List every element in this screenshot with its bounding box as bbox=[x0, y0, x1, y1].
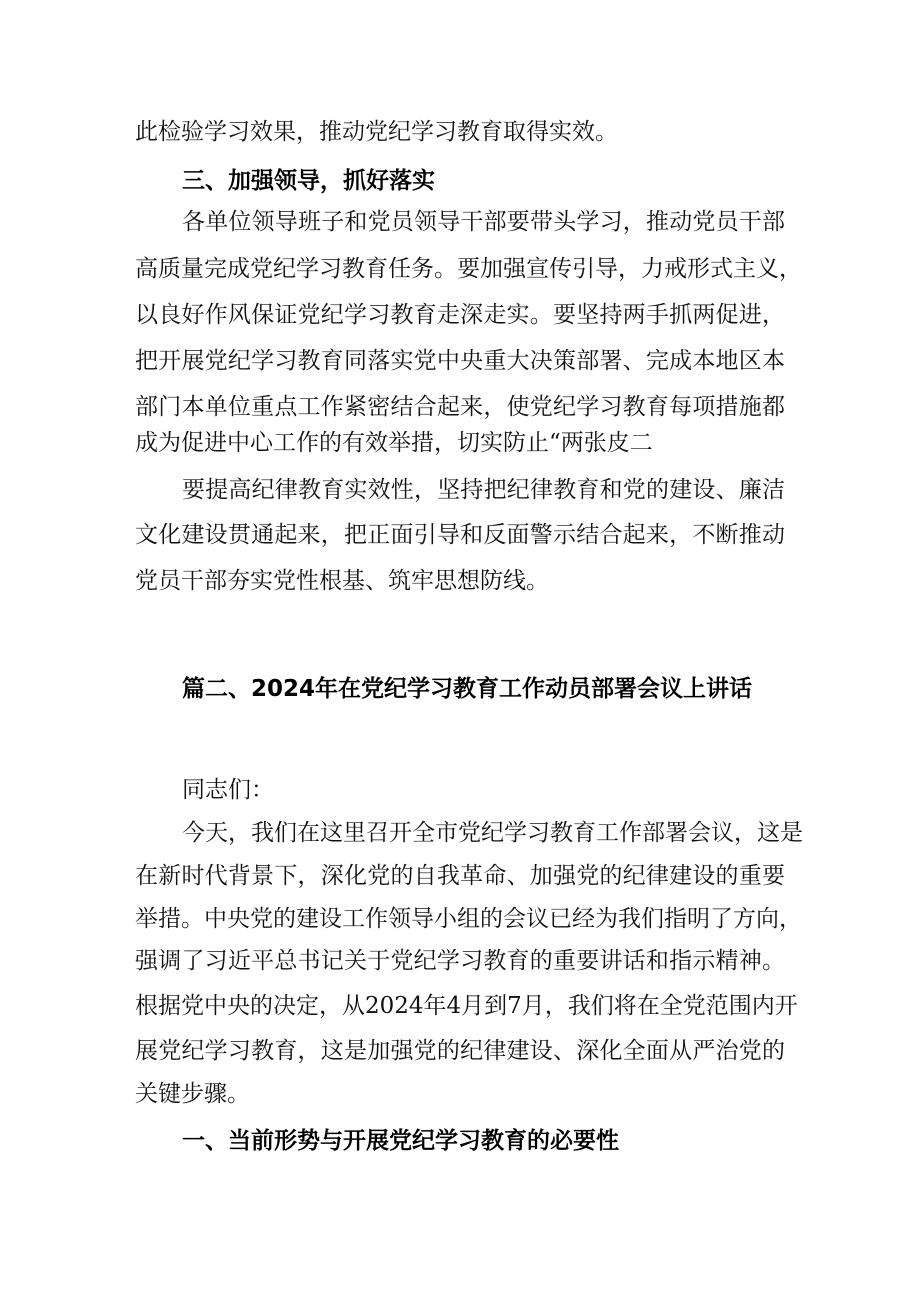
paragraph-line: 高质量完成党纪学习教育任务。要加强宣传引导，力戒形式主义， bbox=[135, 256, 802, 282]
paragraph-line: 根据党中央的决定，从2024年4月到7月，我们将在全党范围内开 bbox=[135, 993, 798, 1019]
paragraph-line: 党员干部夯实党性根基、筑牢思想防线。 bbox=[135, 568, 549, 594]
paragraph-line: 各单位领导班子和党员领导干部要带头学习，推动党员干部 bbox=[182, 209, 785, 235]
section-heading-3: 三、加强领导，抓好落实 bbox=[182, 168, 435, 194]
paragraph-line: 部门本单位重点工作紧密结合起来，使党纪学习教育每项措施都 bbox=[135, 394, 785, 420]
paragraph-line: 关键步骤。 bbox=[135, 1081, 250, 1107]
paragraph-line: 今天，我们在这里召开全市党纪学习教育工作部署会议，这是 bbox=[182, 820, 803, 846]
salutation: 同志们： bbox=[182, 777, 274, 803]
paragraph-line: 以良好作风保证党纪学习教育走深走实。要坚持两手抓两促进， bbox=[135, 302, 785, 328]
paragraph-line: 举措。中央党的建设工作领导小组的会议已经为我们指明了方向， bbox=[135, 906, 802, 932]
paragraph-line: 要提高纪律教育实效性，坚持把纪律教育和党的建设、廉洁 bbox=[182, 477, 785, 503]
paragraph-line: 成为促进中心工作的有效举措，切实防止“两张皮二 bbox=[135, 430, 653, 456]
paragraph-line: 文化建设贯通起来，把正面引导和反面警示结合起来，不断推动 bbox=[135, 522, 785, 548]
article-title: 篇二、2024年在党纪学习教育工作动员部署会议上讲话 bbox=[182, 676, 753, 702]
paragraph-line: 在新时代背景下，深化党的自我革命、加强党的纪律建设的重要 bbox=[135, 863, 785, 889]
paragraph-line: 把开展党纪学习教育同落实党中央重大决策部署、完成本地区本 bbox=[135, 348, 785, 374]
paragraph-line: 展党纪学习教育，这是加强党的纪律建设、深化全面从严治党的 bbox=[135, 1038, 785, 1064]
paragraph-line: 强调了习近平总书记关于党纪学习教育的重要讲话和指示精神。 bbox=[135, 948, 785, 974]
section-heading-1: 一、当前形势与开展党纪学习教育的必要性 bbox=[182, 1128, 619, 1154]
continuation-line: 此检验学习效果，推动党纪学习教育取得实效。 bbox=[135, 119, 618, 145]
